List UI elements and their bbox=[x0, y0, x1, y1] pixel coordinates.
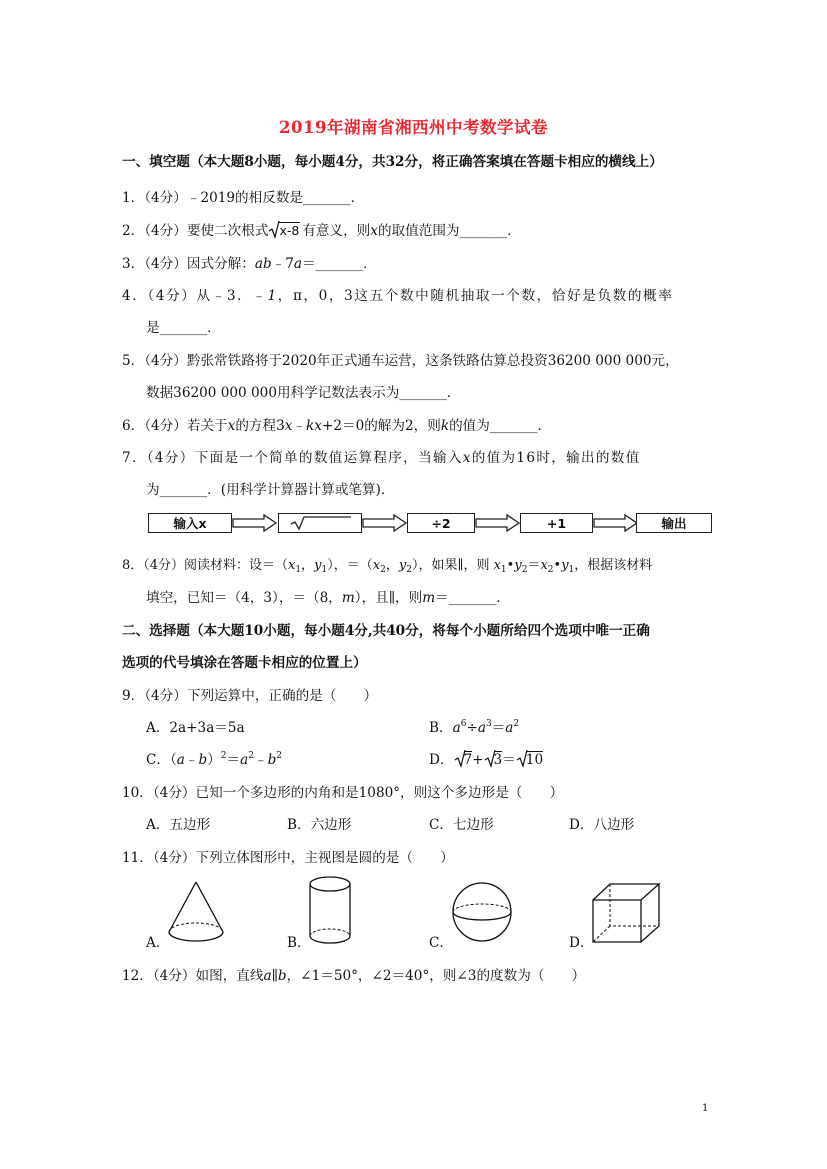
question-12: 12．（4分）如图，直线a∥b，∠1＝50°，∠2＝40°，则∠3的度数为（ ） bbox=[122, 968, 586, 984]
section2-heading: 二、选择题（本大题10小题，每小题4分,共40分，将每个小题所给四个选项中唯一正确 bbox=[122, 623, 650, 639]
flow-input-box: 输入x bbox=[148, 513, 232, 533]
option-d: D． 7+ 3＝ 10 bbox=[429, 748, 543, 768]
variable-m: m bbox=[341, 590, 355, 606]
flow-plus-box: +1 bbox=[520, 513, 593, 533]
variable-k: k bbox=[440, 418, 450, 434]
question-4-text-a: 4．（4分）从﹣3．﹣ bbox=[122, 288, 268, 304]
question-4-cont: 是_______． bbox=[146, 320, 221, 336]
minus-sign: ﹣ bbox=[292, 418, 307, 434]
question-2 bbox=[122, 219, 521, 239]
option-c: C．$(a﹣b)^2=a^2﹣b^2$ bbox=[146, 751, 282, 768]
question-5-cont: 数据36200 000 000用科学记数法表示为_______． bbox=[146, 385, 461, 401]
option-a: A． bbox=[146, 935, 170, 951]
radical-sign-icon bbox=[516, 749, 528, 769]
flow-arrow-icon bbox=[475, 515, 521, 531]
question-7-text-b: 的值为16时，输出的数值 bbox=[471, 450, 641, 466]
option-d: D．八边形 bbox=[569, 817, 635, 833]
question-12-text-a: 12．（4分）如图，直线 bbox=[122, 968, 264, 984]
option-d: D． bbox=[569, 935, 594, 951]
expression-kx: kx bbox=[306, 418, 322, 434]
flow-arrow-icon bbox=[593, 515, 639, 531]
question-7 bbox=[122, 446, 641, 466]
flow-arrow-icon bbox=[362, 515, 408, 531]
question-8-text-b: 填空，已知＝（4，3），＝（8， bbox=[146, 590, 342, 606]
option-a: A．2a+3a＝5a bbox=[146, 720, 245, 736]
radical-sign-icon bbox=[484, 749, 496, 769]
option-c: C．七边形 bbox=[429, 817, 494, 833]
question-7-cont: 为_______．(用科学计算器计算或笔算)． bbox=[146, 482, 395, 498]
question-3 bbox=[122, 252, 377, 272]
option-label: B． bbox=[429, 720, 453, 736]
flow-divide-box: ÷2 bbox=[407, 513, 475, 533]
question-2-text-b: 有意义，则 bbox=[302, 223, 371, 239]
flow-sqrt-box bbox=[278, 513, 362, 533]
option-label: C．（ bbox=[146, 752, 177, 768]
question-6-text-b: 的方程3 bbox=[235, 418, 285, 434]
question-12-text-b: ，∠1＝50°，∠2＝40°，则∠3的度数为（ ） bbox=[286, 968, 586, 984]
radical-sign-icon bbox=[454, 749, 466, 769]
page-title: 2019年湖南省湘西州中考数学试卷 bbox=[279, 118, 548, 137]
radical-sign-icon bbox=[268, 220, 280, 240]
question-3-text-b: ﹣7 bbox=[271, 256, 294, 272]
option-c: C． bbox=[429, 935, 453, 951]
question-8: 8．（4分）阅读材料：设$=(x_1$，$y_1$），$=(x_2$，$y_2$），如果∥，则 $x_1•y_2=x_2•y_1$，根据该材料 bbox=[122, 558, 653, 575]
option-b: B．六边形 bbox=[287, 817, 352, 833]
option-b: B．$a^6\div a^3=a^2$ bbox=[429, 719, 520, 736]
variable-x: x bbox=[227, 418, 236, 434]
question-3-text-a: 3．（4分）因式分解： bbox=[122, 256, 255, 272]
section2-heading-cont: 选项的代号填涂在答题卡相应的位置上） bbox=[122, 655, 367, 671]
variable-x: x bbox=[370, 223, 378, 239]
question-5: 5．（4分）黔张常铁路将于2020年正式通车运营，这条铁路估算总投资36200 000 000元， bbox=[122, 353, 679, 369]
cone-icon bbox=[164, 880, 228, 944]
flow-output-box: 输出 bbox=[636, 513, 712, 533]
question-6 bbox=[122, 414, 551, 434]
page-number: 1 bbox=[702, 1103, 709, 1114]
question-10: 10．（4分）已知一个多边形的内角和是1080°，则这个多边形是（ ） bbox=[122, 785, 564, 801]
radical-expression bbox=[268, 223, 300, 239]
question-2-text-a: 2．（4分）要使二次根式 bbox=[122, 223, 269, 239]
question-6-text-g: 的值为_______． bbox=[449, 418, 552, 434]
variable-x: x bbox=[462, 450, 472, 466]
sqrt-icon bbox=[285, 515, 355, 531]
question-9: 9．（4分）下列运算中，正确的是（ ） bbox=[122, 688, 378, 704]
cylinder-icon bbox=[305, 875, 355, 947]
question-4-text-b: ，π，0，3这五个数中随机抽取一个数，恰好是负数的概率 bbox=[277, 288, 674, 304]
radicand: x-8 bbox=[279, 223, 300, 238]
sphere-icon bbox=[450, 880, 514, 944]
question-1: 1．（4分）﹣2019的相反数是_______． bbox=[122, 190, 365, 206]
question-8-text-c: ），且∥，则 bbox=[354, 590, 423, 606]
option-label: D． bbox=[429, 752, 454, 768]
question-7-text-a: 7．（4分）下面是一个简单的数值运算程序，当输入 bbox=[122, 450, 463, 466]
expression-ab: ab bbox=[254, 256, 272, 272]
variable-a: a bbox=[293, 256, 303, 272]
number-one: 1 bbox=[267, 288, 278, 304]
section1-heading: 一、填空题（本大题8小题，每小题4分，共32分，将正确答案填在答题卡相应的横线上） bbox=[122, 154, 663, 170]
question-6-text-a: 6．（4分）若关于 bbox=[122, 418, 228, 434]
question-8-text-d: ＝_______． bbox=[435, 590, 510, 606]
option-b: B． bbox=[287, 935, 311, 951]
variable-m: m bbox=[422, 590, 436, 606]
question-3-text-d: ＝_______． bbox=[302, 256, 377, 272]
cube-icon bbox=[590, 882, 662, 944]
variable-x: x bbox=[284, 418, 293, 434]
question-4 bbox=[122, 284, 673, 304]
question-6-text-f: +2＝0的解为2，则 bbox=[321, 418, 441, 434]
option-a: A．五边形 bbox=[146, 817, 211, 833]
question-8-cont bbox=[146, 586, 510, 606]
question-11: 11．（4分）下列立体图形中，主视图是圆的是（ ） bbox=[122, 850, 454, 866]
question-8-text-a: 8．（4分）阅读材料：设＝（ bbox=[122, 558, 289, 573]
flow-arrow-icon bbox=[232, 515, 278, 531]
question-2-text-c: 的取值范围为_______． bbox=[377, 223, 521, 239]
